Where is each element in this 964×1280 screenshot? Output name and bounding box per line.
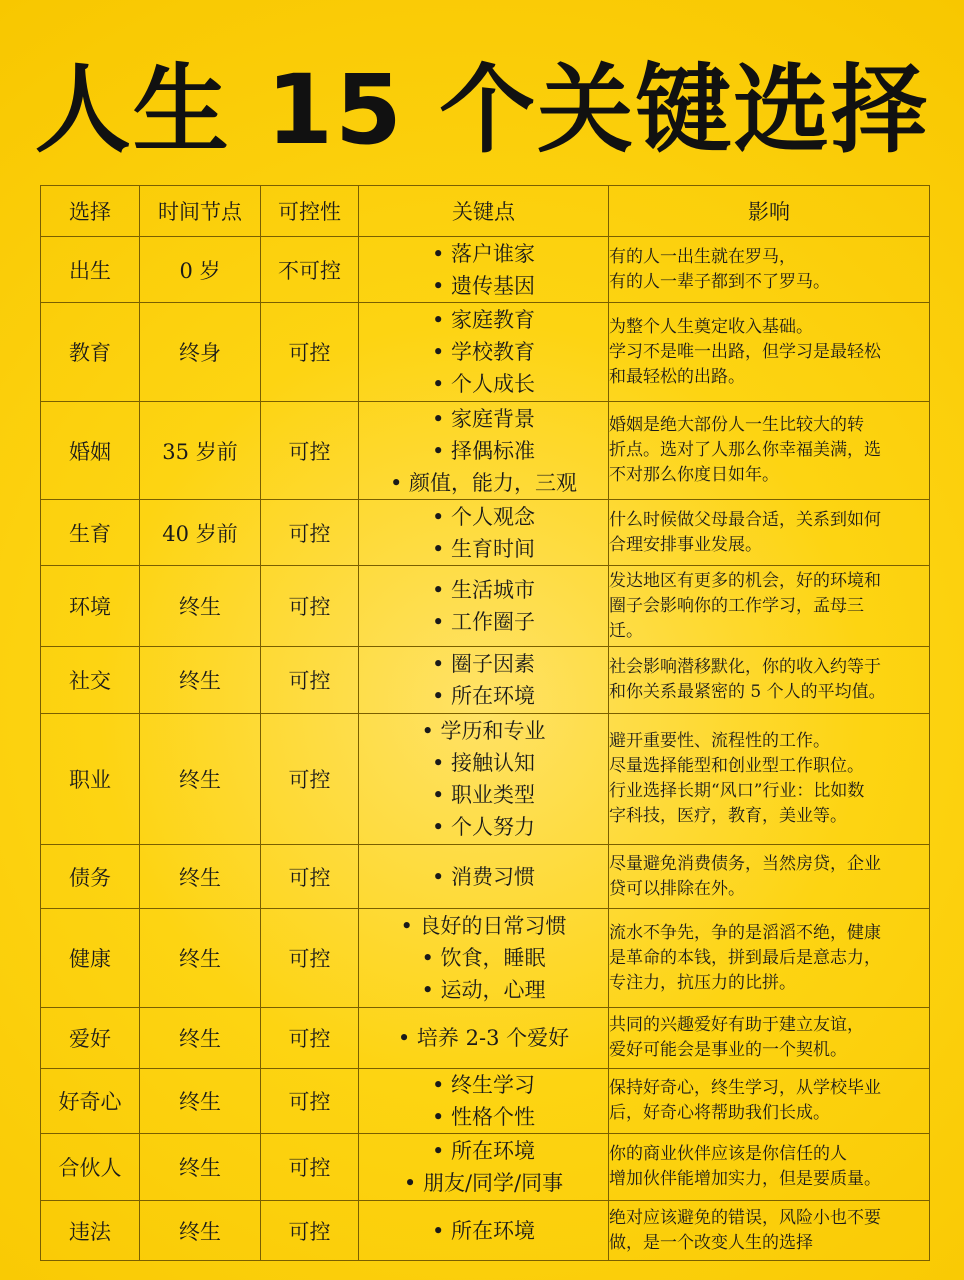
cell-time: 终生 xyxy=(140,909,261,1008)
cell-choice: 违法 xyxy=(41,1201,140,1261)
cell-impact: 流水不争先，争的是滔滔不绝，健康 是革命的本钱，拼到最后是意志力， 专注力，抗压力的比拼。 xyxy=(609,909,930,1008)
table-row xyxy=(41,303,930,402)
key-point-item: • 培养 2-3 个爱好 xyxy=(397,1026,570,1050)
key-point-item: • 工作圈子 xyxy=(431,610,536,634)
cell-impact: 保持好奇心，终生学习，从学校毕业 后，好奇心将帮助我们长成。 xyxy=(609,1069,930,1134)
cell-key-points xyxy=(359,1069,609,1134)
table-row xyxy=(41,714,930,845)
key-point-item: • 学校教育 xyxy=(431,340,536,364)
key-point-item: • 个人成长 xyxy=(431,372,536,396)
key-point-item: • 个人努力 xyxy=(431,815,536,839)
cell-time: 0 岁 xyxy=(140,237,261,303)
cell-time: 终生 xyxy=(140,1201,261,1261)
header-control: 可控性 xyxy=(261,186,359,237)
cell-time: 终生 xyxy=(140,1008,261,1069)
cell-impact: 你的商业伙伴应该是你信任的人 增加伙伴能增加实力，但是要质量。 xyxy=(609,1134,930,1201)
cell-control: 可控 xyxy=(261,714,359,845)
header-key-points: 关键点 xyxy=(359,186,609,237)
key-point-item: • 择偶标准 xyxy=(431,438,536,463)
cell-choice: 社交 xyxy=(41,647,140,714)
key-point-item: • 家庭背景 xyxy=(431,406,536,431)
cell-choice: 出生 xyxy=(41,237,140,303)
key-point-item: • 职业类型 xyxy=(431,783,536,807)
cell-impact: 有的人一出生就在罗马， 有的人一辈子都到不了罗马。 xyxy=(609,237,930,303)
cell-time: 35 岁前 xyxy=(140,402,261,500)
table-row xyxy=(41,845,930,909)
header-impact: 影响 xyxy=(609,186,930,237)
table-row xyxy=(41,402,930,500)
cell-control: 可控 xyxy=(261,500,359,566)
key-point-item: • 所在环境 xyxy=(431,684,536,708)
table-row xyxy=(41,647,930,714)
table-row xyxy=(41,500,930,566)
table-row xyxy=(41,1008,930,1069)
cell-control: 可控 xyxy=(261,1201,359,1261)
page-title: 人生 15 个关键选择 xyxy=(34,54,930,166)
table-row xyxy=(41,1201,930,1261)
key-point-item: • 生育时间 xyxy=(431,536,536,561)
cell-choice: 爱好 xyxy=(41,1008,140,1069)
cell-impact: 婚姻是绝大部份人一生比较大的转 折点。选对了人那么你幸福美满，选 不对那么你度日如年。 xyxy=(609,402,930,500)
cell-key-points xyxy=(359,237,609,303)
table-row xyxy=(41,566,930,647)
key-point-item: • 性格个性 xyxy=(431,1105,536,1129)
key-point-item: • 运动，心理 xyxy=(421,978,546,1002)
cell-key-points xyxy=(359,303,609,402)
cell-key-points xyxy=(359,1008,609,1069)
cell-choice: 环境 xyxy=(41,566,140,647)
key-point-item: • 良好的日常习惯 xyxy=(400,914,567,938)
key-point-item: • 颜值，能力，三观 xyxy=(389,470,578,495)
cell-impact: 尽量避免消费债务，当然房贷，企业 贷可以排除在外。 xyxy=(609,845,930,909)
cell-key-points xyxy=(359,909,609,1008)
cell-time: 终生 xyxy=(140,714,261,845)
key-point-item: • 生活城市 xyxy=(431,578,536,602)
cell-time: 终生 xyxy=(140,647,261,714)
key-point-item: • 圈子因素 xyxy=(431,652,536,676)
cell-key-points xyxy=(359,1201,609,1261)
cell-choice: 教育 xyxy=(41,303,140,402)
cell-control: 不可控 xyxy=(261,237,359,303)
cell-choice: 健康 xyxy=(41,909,140,1008)
cell-impact: 避开重要性、流程性的工作。 尽量选择能型和创业型工作职位。 行业选择长期“风口”行业：比如数 字科技，医疗，教育，美业等。 xyxy=(609,714,930,845)
key-point-item: • 消费习惯 xyxy=(431,864,536,889)
cell-control: 可控 xyxy=(261,1069,359,1134)
key-point-item: • 落户谁家 xyxy=(431,241,536,266)
key-point-item: • 个人观念 xyxy=(431,504,536,529)
cell-key-points xyxy=(359,402,609,500)
key-point-item: • 所在环境 xyxy=(431,1218,536,1243)
cell-impact: 社会影响潜移默化，你的收入约等于 和你关系最紧密的 5 个人的平均值。 xyxy=(609,647,930,714)
cell-key-points xyxy=(359,714,609,845)
key-point-item: • 终生学习 xyxy=(431,1073,536,1097)
cell-key-points xyxy=(359,566,609,647)
table-row xyxy=(41,1069,930,1134)
cell-time: 终生 xyxy=(140,1069,261,1134)
table-row xyxy=(41,1134,930,1201)
key-point-item: • 接触认知 xyxy=(431,751,536,775)
cell-choice: 婚姻 xyxy=(41,402,140,500)
cell-impact: 为整个人生奠定收入基础。 学习不是唯一出路，但学习是最轻松 和最轻松的出路。 xyxy=(609,303,930,402)
cell-time: 终身 xyxy=(140,303,261,402)
cell-impact: 发达地区有更多的机会，好的环境和 圈子会影响你的工作学习，孟母三 迁。 xyxy=(609,566,930,647)
cell-time: 40 岁前 xyxy=(140,500,261,566)
cell-key-points xyxy=(359,1134,609,1201)
key-point-item: • 家庭教育 xyxy=(431,308,536,332)
table-header-row xyxy=(41,186,930,237)
cell-choice: 合伙人 xyxy=(41,1134,140,1201)
cell-choice: 债务 xyxy=(41,845,140,909)
cell-choice: 好奇心 xyxy=(41,1069,140,1134)
cell-choice: 生育 xyxy=(41,500,140,566)
cell-key-points xyxy=(359,500,609,566)
key-point-item: • 朋友/同学/同事 xyxy=(403,1171,564,1195)
cell-control: 可控 xyxy=(261,647,359,714)
key-point-item: • 遗传基因 xyxy=(431,273,536,298)
cell-impact: 绝对应该避免的错误，风险小也不要 做，是一个改变人生的选择 xyxy=(609,1201,930,1261)
life-choices-table xyxy=(40,185,930,1261)
key-point-item: • 学历和专业 xyxy=(421,719,546,743)
table-row xyxy=(41,909,930,1008)
cell-choice: 职业 xyxy=(41,714,140,845)
cell-control: 可控 xyxy=(261,402,359,500)
table-body xyxy=(41,237,930,1261)
cell-key-points xyxy=(359,647,609,714)
cell-control: 可控 xyxy=(261,566,359,647)
header-choice: 选择 xyxy=(41,186,140,237)
cell-time: 终生 xyxy=(140,845,261,909)
cell-control: 可控 xyxy=(261,909,359,1008)
cell-time: 终生 xyxy=(140,1134,261,1201)
table-row xyxy=(41,237,930,303)
cell-control: 可控 xyxy=(261,303,359,402)
cell-control: 可控 xyxy=(261,1134,359,1201)
cell-impact: 什么时候做父母最合适，关系到如何 合理安排事业发展。 xyxy=(609,500,930,566)
cell-time: 终生 xyxy=(140,566,261,647)
header-time: 时间节点 xyxy=(140,186,261,237)
key-point-item: • 所在环境 xyxy=(431,1139,536,1163)
cell-key-points xyxy=(359,845,609,909)
cell-control: 可控 xyxy=(261,845,359,909)
cell-control: 可控 xyxy=(261,1008,359,1069)
key-point-item: • 饮食，睡眠 xyxy=(421,946,546,970)
cell-impact: 共同的兴趣爱好有助于建立友谊， 爱好可能会是事业的一个契机。 xyxy=(609,1008,930,1069)
